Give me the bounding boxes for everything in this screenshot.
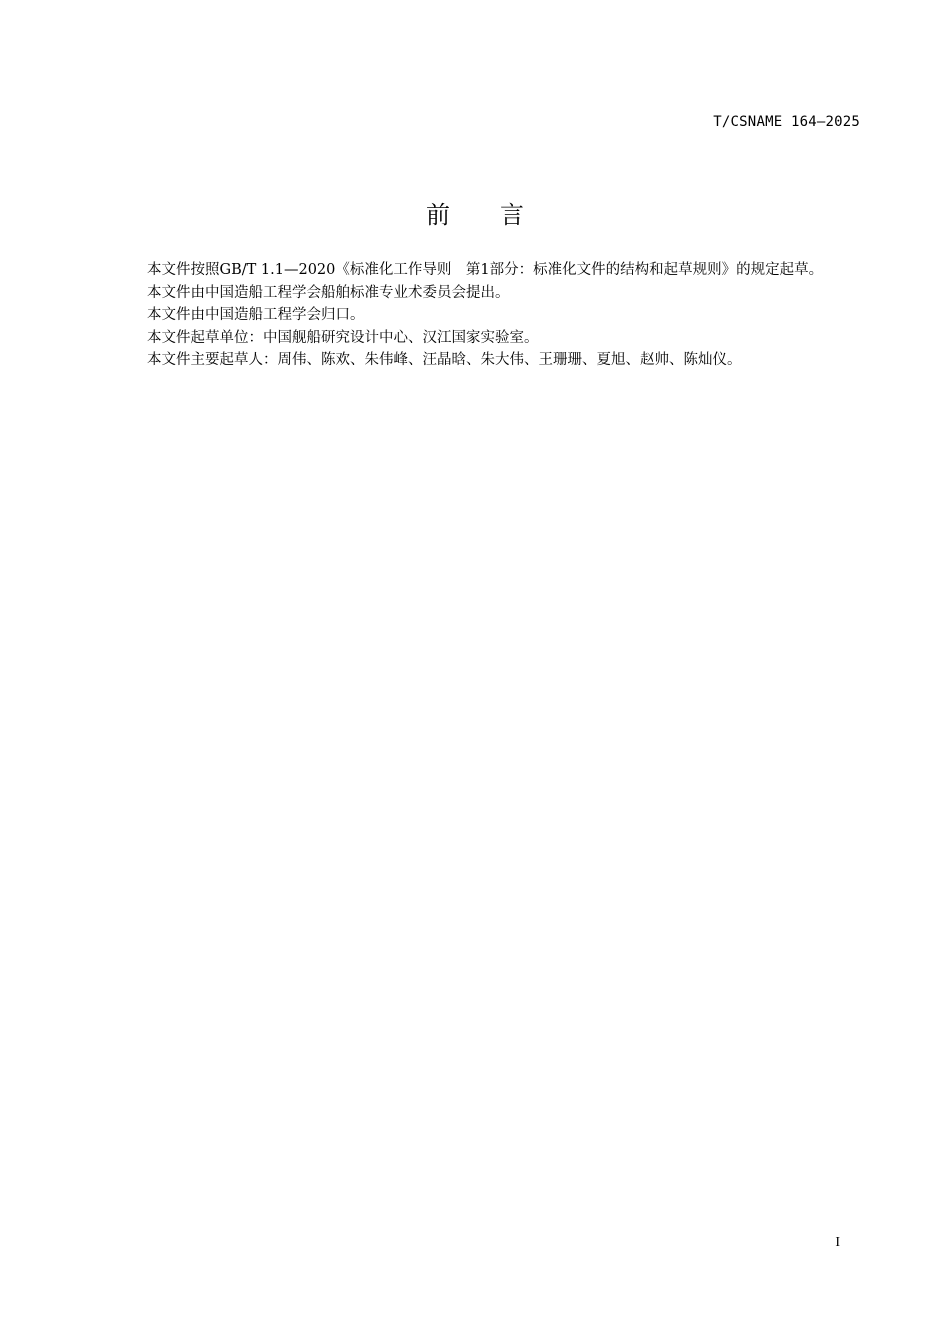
paragraph-drafters: 本文件主要起草人：周伟、陈欢、朱伟峰、汪晶晗、朱大伟、王珊珊、夏旭、赵帅、陈灿仪。 xyxy=(147,352,742,368)
document-code: T/CSNAME 164—2025 xyxy=(713,114,860,130)
paragraph-drafting-basis: 本文件按照GB/T 1.1—2020《标准化工作导则 第1部分：标准化文件的结构和起草规则》的规定起草。 xyxy=(147,262,824,278)
page-number: I xyxy=(835,1235,840,1250)
foreword-body xyxy=(114,259,860,372)
page-title: 前言 xyxy=(426,201,574,229)
paragraph-drafting-units: 本文件起草单位：中国舰船研究设计中心、汉江国家实验室。 xyxy=(147,329,539,346)
paragraph-proposer: 本文件由中国造船工程学会船舶标准专业术委员会提出。 xyxy=(147,284,510,301)
paragraph-centralized-unit: 本文件由中国造船工程学会归口。 xyxy=(147,307,365,323)
